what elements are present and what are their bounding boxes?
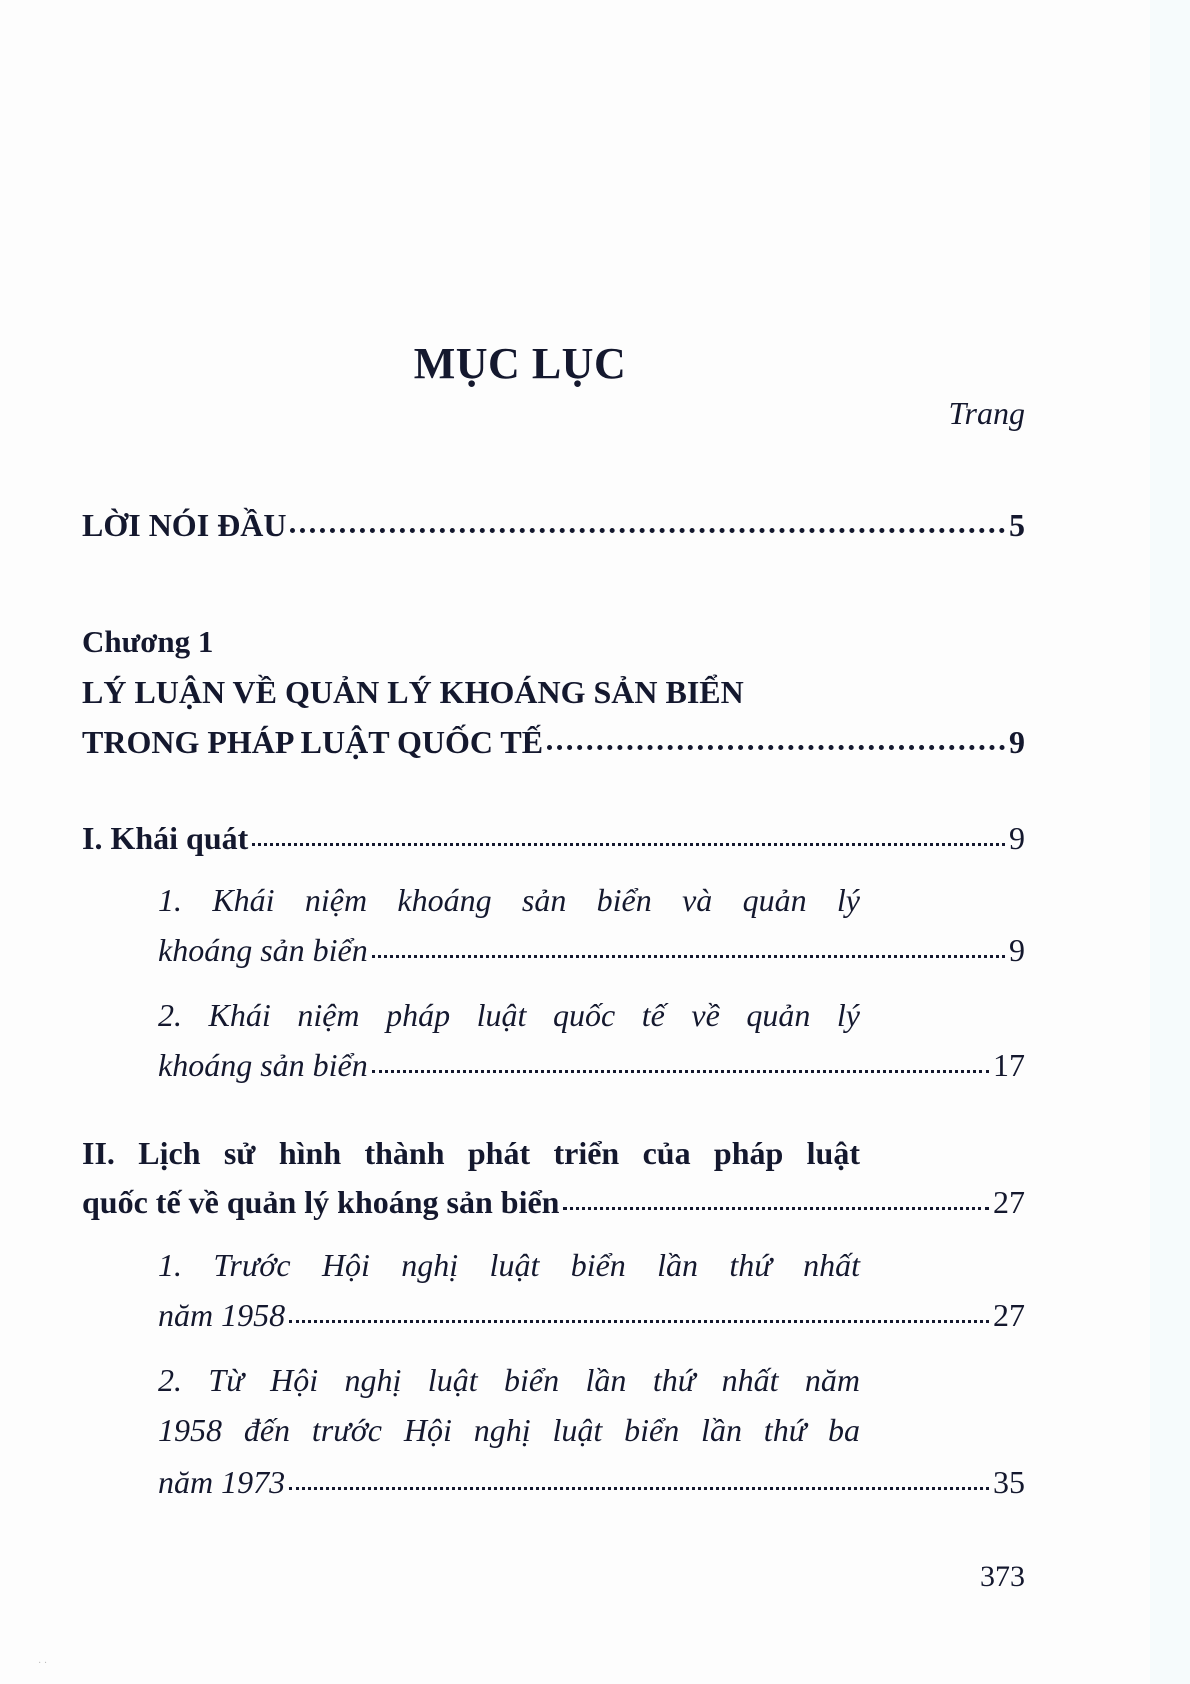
page-number: 373 <box>980 1560 1025 1593</box>
toc-entry-chapter-1[interactable] <box>82 722 1025 762</box>
dot-leader <box>289 1487 989 1490</box>
toc-subentry-2-2-line1: 2. Từ Hội nghị luật biển lần thứ nhất năm <box>158 1362 860 1398</box>
entry-page: 9 <box>1009 820 1025 856</box>
entry-page: 9 <box>1009 932 1025 968</box>
entry-label: năm 1973 <box>158 1464 286 1500</box>
entry-page: 27 <box>993 1184 1025 1220</box>
toc-entry-preface[interactable] <box>82 505 1025 545</box>
dot-leader <box>372 955 1005 958</box>
chapter-title-line1: LÝ LUẬN VỀ QUẢN LÝ KHOÁNG SẢN BIỂN <box>82 674 744 710</box>
dot-leader <box>290 528 1005 533</box>
toc-subentry-1-1[interactable] <box>158 930 1025 970</box>
entry-label: I. Khái quát <box>82 820 249 856</box>
toc-subentry-2-2[interactable] <box>158 1462 1025 1502</box>
dot-leader <box>289 1320 989 1323</box>
entry-page: 17 <box>993 1047 1025 1083</box>
toc-subentry-2-2-line2: 1958 đến trước Hội nghị luật biển lần thứ ba <box>158 1412 860 1448</box>
dot-leader <box>252 843 1005 846</box>
entry-page: 27 <box>993 1297 1025 1333</box>
toc-entry-section-2[interactable] <box>82 1182 1025 1222</box>
entry-label: LỜI NÓI ĐẦU <box>82 507 287 543</box>
toc-title: MỤC LỤC <box>413 339 627 388</box>
entry-page: 9 <box>1009 724 1025 760</box>
entry-label: TRONG PHÁP LUẬT QUỐC TẾ <box>82 724 544 760</box>
entry-page: 5 <box>1009 507 1025 543</box>
toc-subentry-2-1-line1: 1. Trước Hội nghị luật biển lần thứ nhất <box>158 1247 860 1283</box>
entry-label: năm 1958 <box>158 1297 286 1333</box>
toc-subentry-1-2[interactable] <box>158 1045 1025 1085</box>
dot-leader <box>563 1207 989 1210</box>
page-edge <box>1150 0 1190 1684</box>
entry-label: khoáng sản biển <box>158 932 368 968</box>
entry-page: 35 <box>993 1464 1025 1500</box>
toc-subentry-1-1-line1: 1. Khái niệm khoáng sản biển và quản lý <box>158 882 860 918</box>
toc-subentry-1-2-line1: 2. Khái niệm pháp luật quốc tế về quản lý <box>158 997 860 1033</box>
toc-entry-section-1[interactable] <box>82 818 1025 858</box>
entry-label: quốc tế về quản lý khoáng sản biển <box>82 1184 560 1220</box>
entry-label: khoáng sản biển <box>158 1047 368 1083</box>
page-column-label: Trang <box>948 395 1025 431</box>
chapter-label: Chương 1 <box>82 624 214 659</box>
dot-leader <box>547 745 1005 750</box>
toc-subentry-2-1[interactable] <box>158 1295 1025 1335</box>
toc-section-2-line1: II. Lịch sử hình thành phát triển của pháp luật <box>82 1135 860 1171</box>
dot-leader <box>372 1070 989 1073</box>
scan-artifact: · · <box>38 1658 48 1669</box>
